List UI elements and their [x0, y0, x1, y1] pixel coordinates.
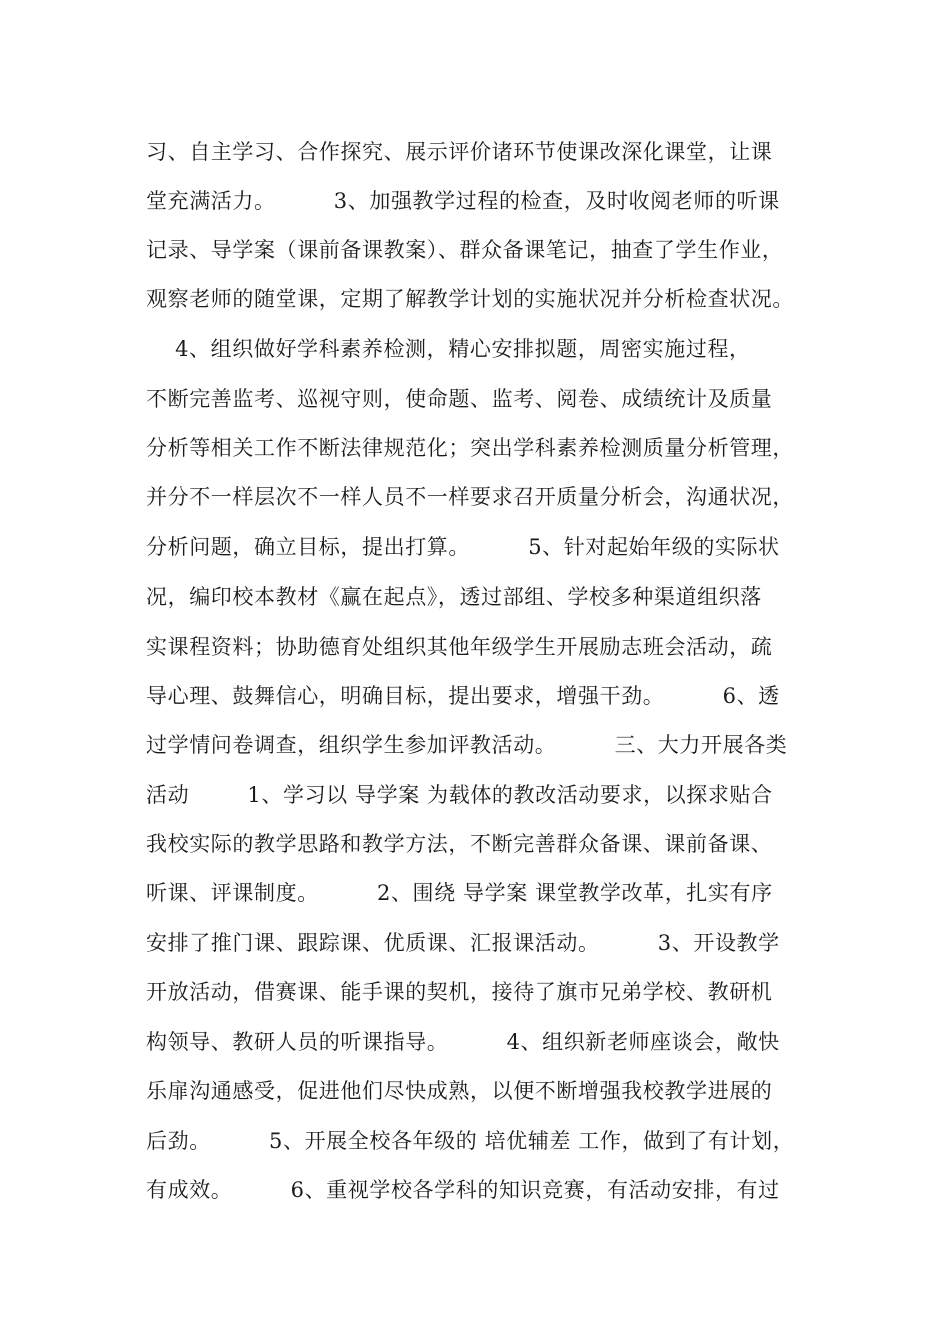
text-line: 后劲。 5、开展全校各年级的 培优辅差 工作，做到了有计划， — [146, 1129, 795, 1153]
text-line: 导心理、鼓舞信心，明确目标，提出要求，增强干劲。 6、透 — [146, 684, 780, 708]
text-line: 并分不一样层次不一样人员不一样要求召开质量分析会，沟通状况， — [146, 485, 794, 509]
text-line: 安排了推门课、跟踪课、优质课、汇报课活动。 3、开设教学 — [146, 931, 780, 955]
text-line: 分析问题，确立目标，提出打算。 5、针对起始年级的实际状 — [146, 535, 780, 559]
text-line: 不断完善监考、巡视守则，使命题、监考、阅卷、成绩统计及质量 — [146, 387, 773, 411]
text-line: 听课、评课制度。 2、围绕 导学案 课堂教学改革，扎实有序 — [146, 881, 773, 905]
text-line: 有成效。 6、重视学校各学科的知识竞赛，有活动安排，有过 — [146, 1178, 780, 1202]
text-line: 我校实际的教学思路和教学方法，不断完善群众备课、课前备课、 — [146, 832, 773, 856]
text-line: 况，编印校本教材《赢在起点》，透过部组、学校多种渠道组织落 — [146, 585, 762, 609]
text-line: 记录、导学案（课前备课教案）、群众备课笔记，抽查了学生作业， — [146, 238, 784, 262]
text-line: 开放活动，借赛课、能手课的契机，接待了旗市兄弟学校、教研机 — [146, 980, 773, 1004]
text-line: 实课程资料；协助德育处组织其他年级学生开展励志班会活动，疏 — [146, 635, 773, 659]
text-line: 过学情问卷调查，组织学生参加评教活动。 三、大力开展各类 — [146, 733, 788, 757]
text-line: 习、自主学习、合作探究、展示评价诸环节使课改深化课堂，让课 — [146, 140, 773, 164]
text-line: 分析等相关工作不断法律规范化；突出学科素养检测质量分析管理， — [146, 436, 794, 460]
text-line: 观察老师的随堂课，定期了解教学计划的实施状况并分析检查状况。 — [146, 287, 794, 311]
text-line: 堂充满活力。 3、加强教学过程的检查，及时收阅老师的听课 — [146, 189, 780, 213]
text-line: 4、组织做好学科素养检测，精心安排拟题，周密实施过程， — [146, 337, 751, 361]
text-line: 构领导、教研人员的听课指导。 4、组织新老师座谈会，敞快 — [146, 1030, 780, 1054]
text-line: 活动 1、学习以 导学案 为载体的教改活动要求，以探求贴合 — [146, 783, 773, 807]
text-line: 乐扉沟通感受，促进他们尽快成熟，以便不断增强我校教学进展的 — [146, 1079, 773, 1103]
